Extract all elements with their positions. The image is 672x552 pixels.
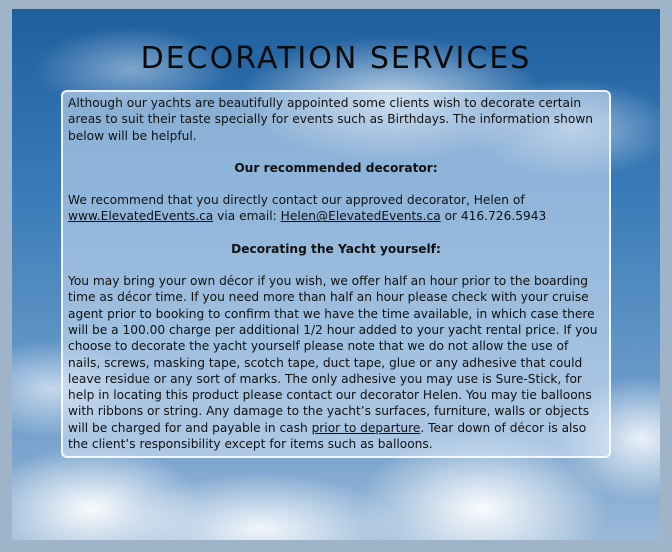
decorate-yourself-heading: Decorating the Yacht yourself: [231, 241, 441, 256]
diy-text-after: . Tear down of décor is also the client’s responsibility except for items such as balloons. [68, 420, 587, 452]
decorate-yourself-paragraph [68, 273, 604, 452]
prior-to-departure-text: prior to departure [311, 420, 421, 435]
email-link[interactable]: Helen@ElevatedEvents.ca [280, 209, 441, 224]
sky-background [12, 9, 660, 540]
decorator-text-mid: via email: [213, 209, 281, 224]
website-link[interactable]: www.ElevatedEvents.ca [68, 209, 214, 224]
decorator-text-after: or 416.726.5943 [440, 209, 547, 224]
decorator-text-before: We recommend that you directly contact our approved decorator, Helen of [68, 193, 525, 208]
intro-paragraph: Although our yachts are beautifully appointed some clients wish to decorate certain areas to suit their taste specially for events such as Birthdays. The information shown below will be helpful. [68, 96, 594, 143]
recommended-decorator-heading: Our recommended decorator: [234, 160, 438, 175]
page-title: DECORATION SERVICES [140, 41, 532, 76]
content-panel [61, 90, 611, 458]
decorator-paragraph [68, 192, 604, 225]
diy-text-before: You may bring your own décor if you wish, we offer half an hour prior to the boarding time as décor time. If you need more than half an hour please check with your cruise agent prior to booking to confirm that we have the time available, in which case there will be a 100.00 charge per additional 1/2 hour added to your yacht rental price. If you choose to decorate the yacht yourself please note that we do not allow the use of nails, screws, masking tape, scotch tape, duct tape, glue or any adhesive that could leave residue or any sort of marks. The only adhesive you may use is Sure-Stick, for help in locating this product please contact our decorator Helen. You may tie balloons with ribbons or string. Any damage to the yacht’s surfaces, furniture, walls or objects will be charged for and payable in cash [68, 274, 598, 435]
